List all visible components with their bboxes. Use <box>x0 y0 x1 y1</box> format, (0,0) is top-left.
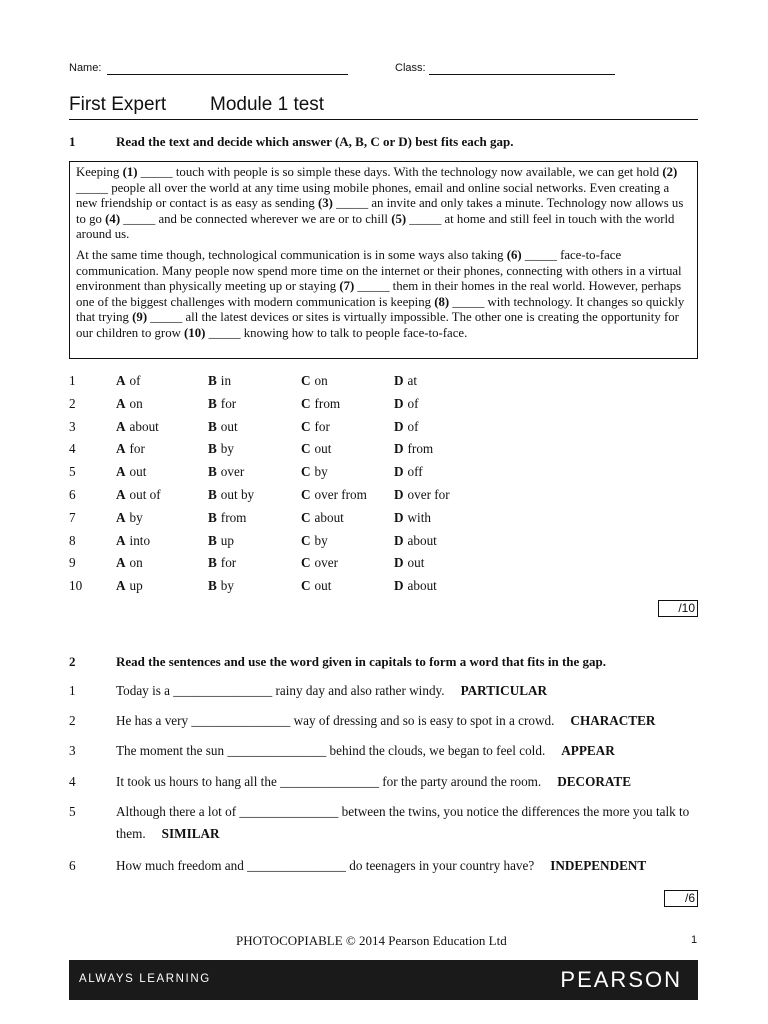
passage-text: _____ with technology. It changes so quickly that trying <box>76 294 685 325</box>
passage-paragraph-2 <box>76 248 691 342</box>
item-number: 4 <box>69 774 76 789</box>
item-sentence: It took us hours to hang all the _______________ for the party around the room. <box>116 774 542 789</box>
option-text: for <box>220 555 237 571</box>
option-text: over <box>220 464 245 480</box>
option-c[interactable] <box>301 417 330 437</box>
option-b[interactable] <box>208 462 244 482</box>
option-letter: D <box>394 395 404 411</box>
passage-text: Keeping <box>76 165 123 179</box>
gap-number: (8) <box>434 294 450 309</box>
option-letter: D <box>394 578 404 594</box>
option-text: about <box>407 578 437 594</box>
option-d[interactable] <box>394 576 437 596</box>
gap-number: (1) <box>122 165 138 179</box>
passage-text: _____ at home and still feel in touch with the world around us. <box>76 211 675 242</box>
gap-number: (3) <box>318 196 333 211</box>
item-number: 1 <box>69 683 76 698</box>
option-d[interactable] <box>394 462 423 482</box>
option-a[interactable] <box>116 576 143 596</box>
option-a[interactable] <box>116 553 143 573</box>
item-sentence: He has a very _______________ way of dressing and so is easy to spot in a crowd. <box>116 713 555 728</box>
section-1-number: 1 <box>69 134 76 149</box>
option-row <box>69 417 569 437</box>
option-text: of <box>407 418 419 434</box>
option-letter: A <box>116 373 126 388</box>
option-letter: B <box>208 418 217 434</box>
gap-number: (4) <box>105 211 121 226</box>
section-2-score: /6 <box>664 890 698 907</box>
option-b[interactable] <box>208 417 238 437</box>
option-a[interactable] <box>116 439 145 459</box>
gap-number: (10) <box>184 325 206 340</box>
publisher-logo: PEARSON <box>560 967 682 992</box>
option-row <box>69 508 569 528</box>
option-letter: D <box>394 532 404 548</box>
option-b[interactable] <box>208 508 246 528</box>
option-letter: B <box>208 509 217 525</box>
option-text: on <box>129 555 143 571</box>
passage-text: _____ face-to-face communication. Many people now spend more time on the internet or their phones, connecting with others in a virtual environment than physically meeting up or staying <box>76 247 682 294</box>
option-b[interactable] <box>208 576 234 596</box>
option-text: over for <box>407 487 450 502</box>
option-d[interactable] <box>394 371 417 391</box>
option-letter: A <box>116 418 126 434</box>
page-title: First Expert <box>69 94 167 115</box>
question-number: 1 <box>69 373 76 388</box>
option-b[interactable] <box>208 371 231 391</box>
option-d[interactable] <box>394 508 431 528</box>
item-sentence: Today is a _______________ rainy day and also rather windy. <box>116 683 445 698</box>
option-letter: A <box>116 441 126 457</box>
option-d[interactable] <box>394 553 424 573</box>
option-letter: A <box>116 487 126 502</box>
option-text: for <box>129 441 145 457</box>
item-number: 2 <box>69 713 76 728</box>
item-sentence: Although there a lot of _______________ between the twins, you notice the differences the more you talk to them. <box>116 804 690 841</box>
option-text: up <box>220 532 234 548</box>
option-b[interactable] <box>208 485 254 505</box>
option-letter: C <box>301 532 311 548</box>
gap-number: (7) <box>339 279 355 294</box>
option-a[interactable] <box>116 462 146 482</box>
item-keyword: DECORATE <box>557 774 631 789</box>
option-text: in <box>220 373 232 388</box>
option-text: for <box>314 418 330 434</box>
option-row <box>69 371 569 391</box>
name-label: Name: <box>69 62 102 74</box>
option-text: up <box>129 578 143 594</box>
option-text: by <box>314 532 328 548</box>
item-number: 3 <box>69 743 76 758</box>
option-c[interactable] <box>301 462 328 482</box>
option-letter: C <box>301 464 311 480</box>
option-letter: C <box>301 578 311 594</box>
option-text: about <box>407 532 437 548</box>
option-c[interactable] <box>301 371 328 391</box>
publisher-banner <box>69 960 698 1000</box>
option-letter: D <box>394 555 404 571</box>
option-letter: B <box>208 441 217 457</box>
option-a[interactable] <box>116 371 141 391</box>
option-row <box>69 485 569 505</box>
option-c[interactable] <box>301 394 340 414</box>
option-text: by <box>314 464 328 480</box>
item-number: 6 <box>69 858 76 873</box>
option-c[interactable] <box>301 439 331 459</box>
option-text: out <box>314 578 332 594</box>
option-text: for <box>220 395 237 411</box>
option-letter: C <box>301 487 311 502</box>
option-text: out <box>220 418 238 434</box>
option-letter: C <box>301 373 311 388</box>
gap-number: (6) <box>506 247 522 262</box>
option-letter: A <box>116 464 126 480</box>
option-letter: D <box>394 487 404 502</box>
option-text: at <box>407 373 418 388</box>
option-letter: B <box>208 395 217 411</box>
option-text: into <box>129 532 151 548</box>
passage-paragraph-1 <box>76 165 691 243</box>
item-keyword: PARTICULAR <box>460 683 548 698</box>
option-letter: C <box>301 509 311 525</box>
option-letter: A <box>116 555 126 571</box>
option-text: out <box>129 464 147 480</box>
option-letter: A <box>116 578 126 594</box>
option-text: by <box>220 578 234 594</box>
passage-text: _____ touch with people is so simple these days. With the technology now available, we can get hold <box>137 165 663 179</box>
item-keyword: INDEPENDENT <box>550 858 647 873</box>
option-c[interactable] <box>301 485 367 505</box>
option-a[interactable] <box>116 508 143 528</box>
option-d[interactable] <box>394 417 419 437</box>
passage-text: _____ knowing how to talk to people face-to-face. <box>205 325 468 340</box>
option-c[interactable] <box>301 508 344 528</box>
option-text: from <box>407 441 434 457</box>
class-field[interactable] <box>429 74 615 75</box>
page-number: 1 <box>691 934 698 946</box>
option-text: out of <box>129 487 161 502</box>
banner-slogan: ALWAYS LEARNING <box>79 973 211 985</box>
option-letter: D <box>394 509 404 525</box>
section-1-score: /10 <box>658 600 698 617</box>
option-b[interactable] <box>208 553 236 573</box>
option-letter: B <box>208 578 217 594</box>
option-letter: B <box>208 487 217 502</box>
option-d[interactable] <box>394 439 433 459</box>
question-number: 10 <box>69 578 83 594</box>
option-text: from <box>314 395 341 411</box>
gap-number: (9) <box>132 310 148 325</box>
question-number: 2 <box>69 395 76 411</box>
option-text: of <box>129 373 141 388</box>
passage-text: _____ all the latest devices or sites is virtually impossible. The other one is creating the opportunity for our children to grow <box>76 310 679 340</box>
section-2-number: 2 <box>69 654 76 669</box>
option-letter: D <box>394 373 404 388</box>
item-keyword: CHARACTER <box>570 713 656 728</box>
item-sentence: How much freedom and _______________ do teenagers in your country have? <box>116 858 535 873</box>
option-text: off <box>407 464 423 480</box>
option-text: on <box>314 373 328 388</box>
section-1-instruction: Read the text and decide which answer (A, B, C or D) best fits each gap. <box>116 134 514 149</box>
passage-text: _____ them in their homes in the real world. However, perhaps one of the biggest challenges with modern communication is keeping <box>76 279 682 309</box>
option-a[interactable] <box>116 485 161 505</box>
option-letter: B <box>208 373 217 388</box>
option-b[interactable] <box>208 439 234 459</box>
option-letter: D <box>394 418 404 434</box>
option-d[interactable] <box>394 485 450 505</box>
option-c[interactable] <box>301 531 328 551</box>
question-number: 7 <box>69 509 76 525</box>
name-field[interactable] <box>107 74 348 75</box>
item-keyword: APPEAR <box>561 743 615 758</box>
option-letter: C <box>301 441 311 457</box>
item-sentence: The moment the sun _______________ behind the clouds, we began to feel cold. <box>116 743 546 758</box>
option-text: over <box>314 555 338 571</box>
option-row <box>69 576 569 596</box>
question-number: 6 <box>69 487 76 502</box>
option-letter: B <box>208 555 217 571</box>
option-row <box>69 462 569 482</box>
passage-text: _____ and be connected wherever we are or to chill <box>120 211 392 226</box>
question-number: 8 <box>69 532 76 548</box>
option-letter: D <box>394 441 404 457</box>
option-text: by <box>220 441 234 457</box>
copyright-notice: PHOTOCOPIABLE © 2014 Pearson Education Ltd <box>236 933 507 948</box>
gap-number: (5) <box>391 211 407 226</box>
option-c[interactable] <box>301 576 331 596</box>
question-number: 3 <box>69 418 76 434</box>
option-text: from <box>220 509 247 525</box>
class-label: Class: <box>395 62 426 74</box>
question-number: 9 <box>69 555 76 571</box>
option-letter: B <box>208 464 217 480</box>
option-a[interactable] <box>116 531 150 551</box>
option-text: out <box>314 441 332 457</box>
item-keyword: SIMILAR <box>161 826 220 841</box>
option-a[interactable] <box>116 417 159 437</box>
option-text: out by <box>220 487 255 502</box>
option-letter: A <box>116 395 126 411</box>
option-letter: B <box>208 532 217 548</box>
option-text: about <box>314 509 344 525</box>
section-2-instruction: Read the sentences and use the word given in capitals to form a word that fits in the gap. <box>116 654 607 669</box>
option-text: over from <box>314 487 367 502</box>
option-text: on <box>129 395 143 411</box>
option-letter: C <box>301 555 311 571</box>
option-row <box>69 553 569 573</box>
passage-text: _____ people all over the world at any time using mobile phones, email and online social networks. Even creating a new friendship or contact is as easy as sending <box>76 180 670 211</box>
option-letter: A <box>116 509 126 525</box>
option-text: of <box>407 395 419 411</box>
option-letter: A <box>116 532 126 548</box>
option-row <box>69 439 569 459</box>
option-b[interactable] <box>208 394 236 414</box>
option-d[interactable] <box>394 531 437 551</box>
option-text: out <box>407 555 425 571</box>
option-text: by <box>129 509 143 525</box>
option-row <box>69 531 569 551</box>
option-text: with <box>407 509 431 525</box>
passage-text: At the same time though, technological communication is in some ways also taking <box>76 247 507 262</box>
option-b[interactable] <box>208 531 234 551</box>
option-a[interactable] <box>116 394 143 414</box>
option-letter: C <box>301 418 311 434</box>
reading-passage <box>69 161 698 359</box>
option-letter: C <box>301 395 311 411</box>
question-number: 5 <box>69 464 76 480</box>
passage-text: _____ an invite and only takes a minute. Technology now allows us to go <box>76 196 684 226</box>
question-number: 4 <box>69 441 76 457</box>
module-title: Module 1 test <box>210 94 325 115</box>
option-letter: D <box>394 464 404 480</box>
option-d[interactable] <box>394 394 419 414</box>
gap-number: (2) <box>662 165 678 179</box>
option-row <box>69 394 569 414</box>
item-number: 5 <box>69 804 76 819</box>
title-rule <box>69 119 698 120</box>
option-c[interactable] <box>301 553 338 573</box>
option-text: about <box>129 418 159 434</box>
